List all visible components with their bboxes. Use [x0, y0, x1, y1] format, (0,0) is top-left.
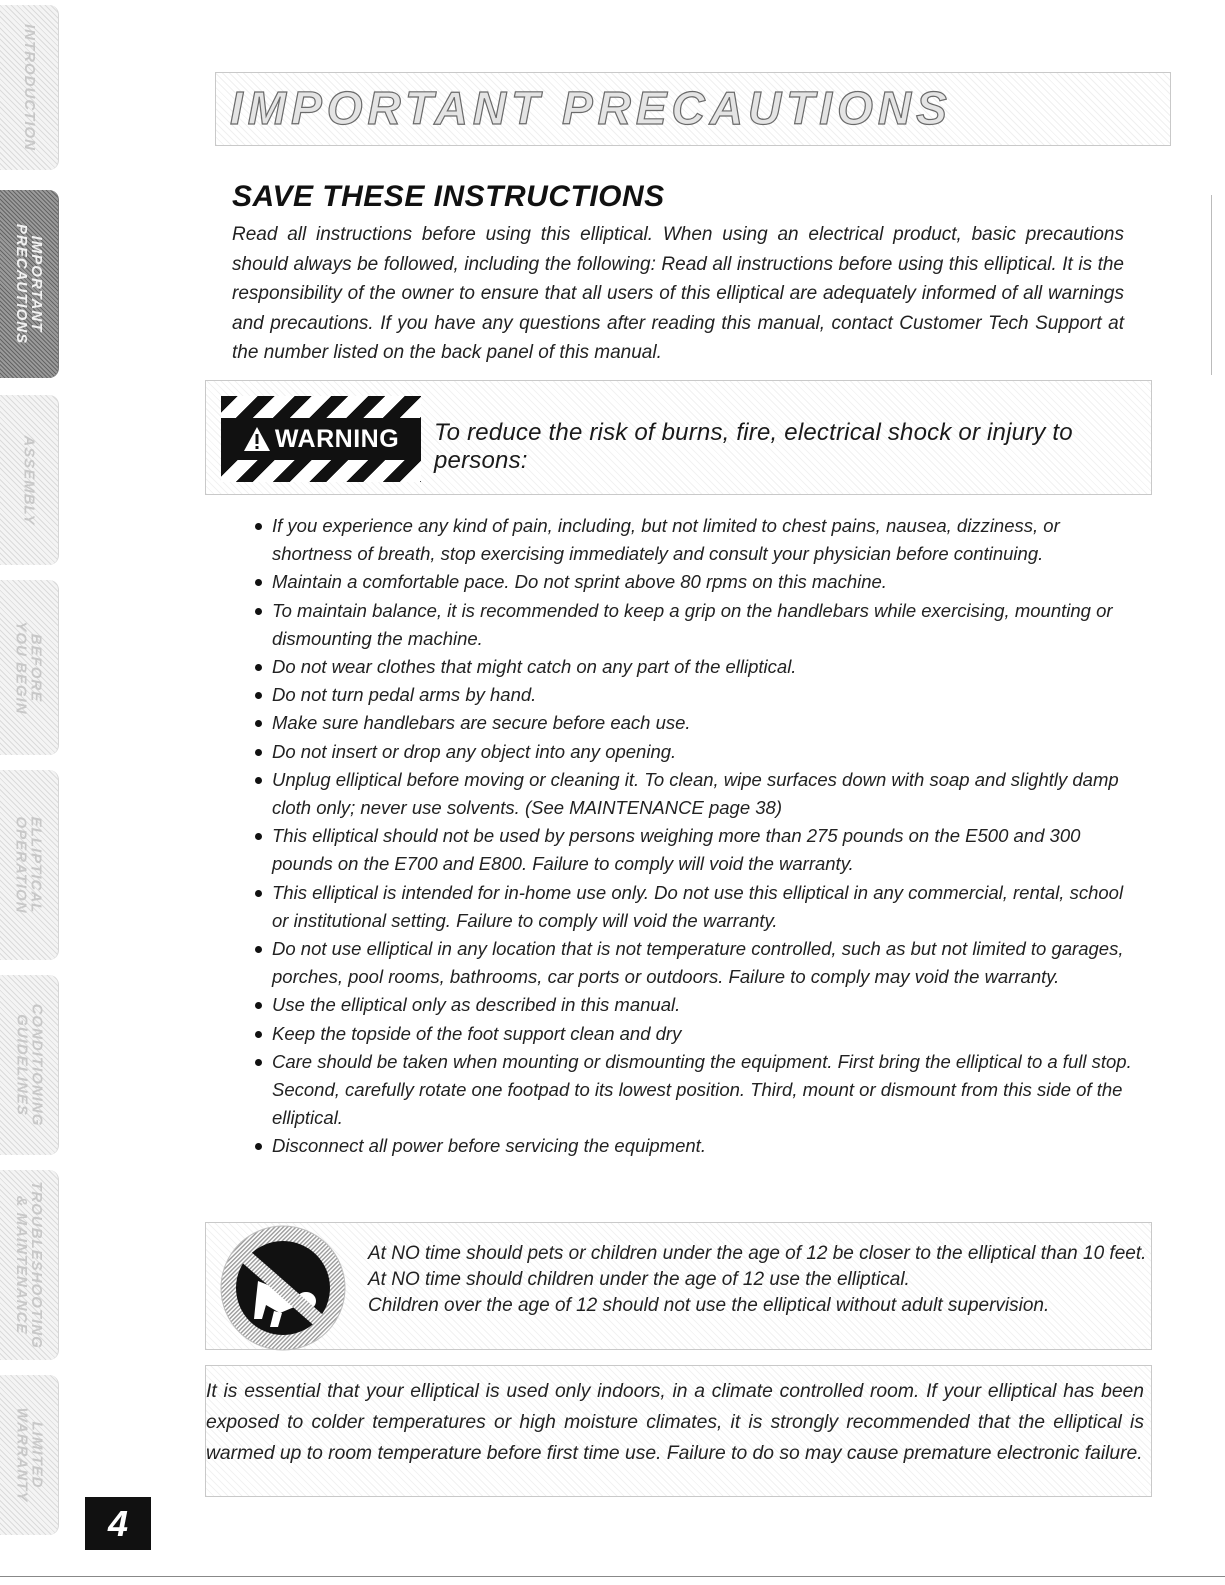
list-item — [250, 568, 1142, 596]
hazard-stripes — [221, 460, 421, 482]
note-text: It is essential that your elliptical is used only indoors, in a climate controlled room. If your elliptical has been exposed to colder temperatures or high moisture climates, it is strongly recommended that the elliptical is warmed up to room temperature before first time use. Failure to do so may cause premature electronic failure. — [206, 1381, 1144, 1464]
children-rule: At NO time should children under the age of 12 use the elliptical. — [368, 1269, 910, 1290]
bullet-icon — [255, 777, 262, 784]
tab-label: BEFORE YOU BEGIN — [13, 620, 45, 715]
tab-assembly[interactable] — [0, 395, 59, 565]
list-item-text: Maintain a comfortable pace. Do not sprint above 80 rpms on this machine. — [272, 571, 887, 593]
list-item-text: Do not use elliptical in any location that is not temperature controlled, such as but not limited to garages, porches, pool rooms, bathrooms, car ports or outdoors. Failure to comply may void the warranty. — [272, 938, 1124, 988]
bullet-icon — [255, 692, 262, 699]
tab-limited-warranty[interactable] — [0, 1375, 59, 1535]
warning-banner — [205, 380, 1152, 495]
warning-label: WARNING — [274, 424, 400, 453]
list-item-text: Keep the topside of the foot support clean and dry — [272, 1022, 682, 1044]
indoor-use-note — [205, 1365, 1152, 1497]
bullet-icon — [255, 664, 262, 671]
list-item — [250, 991, 1142, 1019]
list-item-text: Do not wear clothes that might catch on any part of the elliptical. — [272, 656, 797, 678]
tab-label: TROUBLESHOOTING & MAINTENANCE — [13, 1181, 45, 1349]
tab-introduction[interactable] — [0, 5, 59, 170]
list-item — [250, 709, 1142, 737]
list-item — [250, 1132, 1142, 1160]
hazard-stripes — [221, 396, 421, 418]
bullet-icon — [255, 833, 262, 840]
bullet-icon — [255, 1143, 262, 1150]
list-item — [250, 766, 1142, 822]
warning-text: To reduce the risk of burns, fire, electrical shock or injury to persons: — [434, 419, 1073, 474]
list-item — [250, 935, 1142, 991]
children-warning-box — [205, 1222, 1152, 1350]
margin-rule — [1211, 195, 1212, 375]
bullet-icon — [255, 749, 262, 756]
warning-triangle-icon — [243, 426, 271, 452]
list-item — [250, 822, 1142, 878]
tab-label: IMPORTANT PRECAUTIONS — [13, 223, 45, 345]
tab-before-you-begin[interactable] — [0, 580, 59, 755]
list-item — [250, 681, 1142, 709]
tab-important-precautions[interactable] — [0, 190, 59, 378]
bullet-icon — [255, 720, 262, 727]
bullet-icon — [255, 523, 262, 530]
list-item-text: This elliptical is intended for in-home use only. Do not use this elliptical in any commercial, rental, school or institutional setting. Failure to comply will void the warranty. — [272, 881, 1124, 931]
children-rule: Children over the age of 12 should not use the elliptical without adult supervision. — [368, 1295, 1050, 1316]
list-item-text: Care should be taken when mounting or dismounting the equipment. First bring the elliptical to a full stop. Second, carefully rotate one footpad to its lowest position. Third, mount or dismount from this side of the elliptical. — [272, 1050, 1132, 1129]
list-item-text: Unplug elliptical before moving or cleaning it. To clean, wipe surfaces down with soap and slightly damp cloth only; never use solvents. (See MAINTENANCE page 38) — [272, 768, 1119, 819]
list-item-text: If you experience any kind of pain, including, but not limited to chest pains, nausea, dizziness, or shortness of breath, stop exercising immediately and consult your physician before continuing. — [272, 515, 1060, 565]
page-title: IMPORTANT PRECAUTIONS — [230, 82, 952, 134]
tab-troubleshooting-maintenance[interactable] — [0, 1170, 59, 1360]
list-item-text: This elliptical should not be used by persons weighing more than 275 pounds on the E500 and 300 pounds on the E700 and E800. Failure to comply will void the warranty. — [272, 825, 1081, 875]
title-banner — [215, 72, 1171, 146]
section-heading: SAVE THESE INSTRUCTIONS — [232, 180, 665, 213]
list-item — [250, 1020, 1142, 1048]
intro-paragraph: Read all instructions before using this elliptical. When using an electrical product, basic precautions should always be followed, including the following: Read all instructions before using this elliptical. It is the responsibility of the owner to ensure that all users of this elliptical are adequately informed of all warnings and precautions. If you have any questions after reading this manual, contact Customer Tech Support at the number listed on the back panel of this manual. — [232, 224, 1124, 363]
bullet-icon — [255, 1002, 262, 1009]
tab-elliptical-operation[interactable] — [0, 770, 59, 960]
bullet-icon — [255, 608, 262, 615]
list-item — [250, 879, 1142, 935]
tab-label: CONDITIONING GUIDELINES — [13, 1003, 45, 1127]
list-item — [250, 738, 1142, 766]
list-item-text: Disconnect all power before servicing the equipment. — [272, 1135, 706, 1157]
list-item-text: Use the elliptical only as described in this manual. — [272, 994, 681, 1016]
tab-label: LIMITED WARRANTY — [13, 1407, 46, 1503]
list-item-text: Do not insert or drop any object into any opening. — [272, 740, 677, 762]
tab-label: INTRODUCTION — [20, 24, 38, 151]
list-item-text: Do not turn pedal arms by hand. — [272, 684, 537, 706]
bullet-icon — [255, 1031, 262, 1038]
page-number: 4 — [85, 1497, 151, 1550]
children-rule: At NO time should pets or children under the age of 12 be closer to the elliptical than 10 feet. — [368, 1243, 1147, 1264]
bullet-icon — [255, 1059, 262, 1066]
precautions-list — [250, 512, 1142, 1161]
no-children-icon — [214, 1219, 352, 1357]
tab-conditioning-guidelines[interactable] — [0, 975, 59, 1155]
bullet-icon — [255, 890, 262, 897]
tab-label: ELLIPTICAL OPERATION — [13, 816, 45, 914]
warning-badge — [221, 396, 421, 482]
list-item — [250, 512, 1142, 568]
children-rules — [368, 1241, 1146, 1319]
bottom-rule — [0, 1576, 1225, 1577]
bullet-icon — [255, 579, 262, 586]
bullet-icon — [255, 946, 262, 953]
list-item — [250, 1048, 1142, 1133]
list-item — [250, 653, 1142, 681]
list-item-text: Make sure handlebars are secure before each use. — [272, 712, 691, 734]
tab-label: ASSEMBLY — [20, 434, 38, 526]
list-item-text: To maintain balance, it is recommended to keep a grip on the handlebars while exercising, mounting or dismounting the machine. — [272, 599, 1113, 649]
list-item — [250, 597, 1142, 653]
